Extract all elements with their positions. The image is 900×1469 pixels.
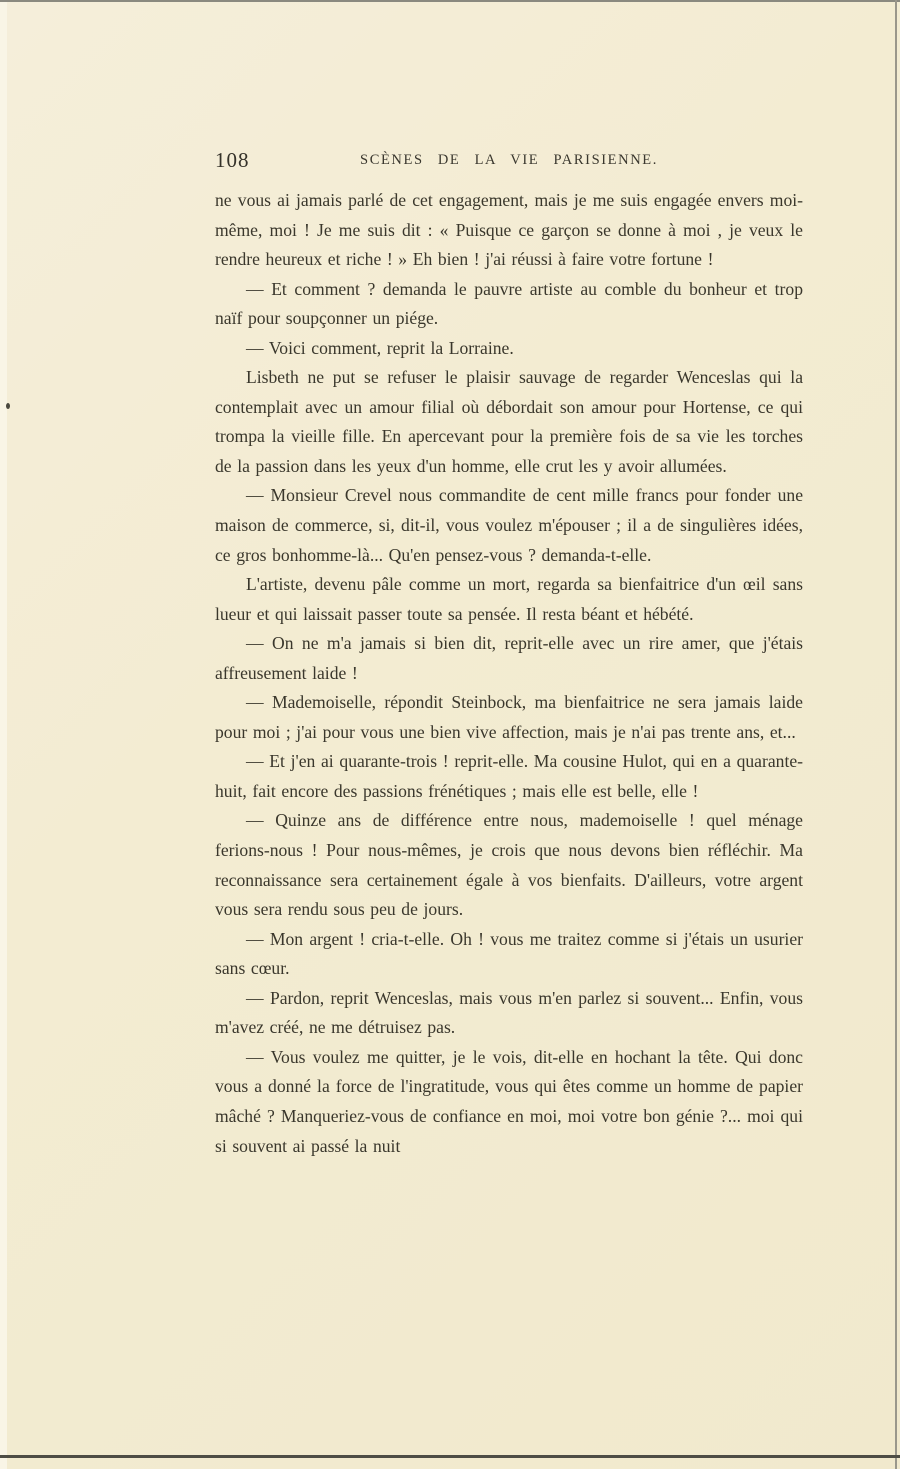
scan-edge-right [895,0,897,1469]
scan-edge-bottom [0,1455,900,1458]
paragraph: — Voici comment, reprit la Lorraine. [246,337,514,358]
paragraph: — Vous voulez me quitter, je le vois, dit-elle en hochant la tête. Qui donc vous a donné la force de l'ingratitude, vous qui êtes comme un homme de papier mâché ? Manqueriez-vous de confiance en moi, moi votre bon génie ?... moi qui si souvent ai passé la nuit [215,1046,803,1156]
scan-edge-left [0,0,7,1469]
paragraph: — Et comment ? demanda le pauvre artiste au comble du bonheur et trop naïf pour soupçonner un piége. [215,278,803,329]
paragraph: L'artiste, devenu pâle comme un mort, regarda sa bienfaitrice d'un œil sans lueur et qui laissait passer toute sa pensée. Il resta béant et hébété. [215,574,803,624]
body-text [215,186,803,1161]
paragraph: — Quinze ans de différence entre nous, mademoiselle ! quel ménage ferions-nous ! Pour nous-mêmes, je crois que nous devons bien réfléchir. Ma reconnaissance sera certainement égale à vos bienfaits. D'ailleurs, votre argent vous sera rendu sous peu de jours. [215,810,803,920]
paragraph: — Mon argent ! cria-t-elle. Oh ! vous me traitez comme si j'étais un usurier sans cœur. [215,928,803,979]
paragraph: — Pardon, reprit Wenceslas, mais vous m'en parlez si souvent... Enfin, vous m'avez créé, ne me détruisez pas. [215,987,803,1038]
page-content [215,146,803,1161]
scan-edge-top [0,0,900,2]
paragraph: — On ne m'a jamais si bien dit, reprit-elle avec un rire amer, que j'étais affreusement laide ! [215,633,803,683]
paragraph: — Monsieur Crevel nous commandite de cent mille francs pour fonder une maison de commerce, si, dit-il, vous voulez m'épouser ; il a de singulières idées, ce gros bonhomme-là... Qu'en pensez-vous ? demanda-t-elle. [215,485,803,565]
paragraph: ne vous ai jamais parlé de cet engagement, mais je me suis engagée envers moi-même, moi ! Je me suis dit : « Puisque ce garçon se donne à moi , je veux le rendre heureux et riche ! » Eh bien ! j'ai réussi à faire votre fortune ! [215,190,803,270]
running-header: SCÈNES DE LA VIE PARISIENNE. [360,152,658,168]
page-number: 108 [215,148,250,172]
paragraph: — Et j'en ai quarante-trois ! reprit-elle. Ma cousine Hulot, qui en a quarante-huit, fait encore des passions frénétiques ; mais elle est belle, elle ! [215,751,803,801]
paragraph: — Mademoiselle, répondit Steinbock, ma bienfaitrice ne sera jamais laide pour moi ; j'ai pour vous une bien vive affection, mais je n'ai pas trente ans, et... [215,692,803,742]
paragraph: Lisbeth ne put se refuser le plaisir sauvage de regarder Wenceslas qui la contemplait avec un amour filial où débordait son amour pour Hortense, ce qui trompa la vieille fille. En apercevant pour la première fois de sa vie les torches de la passion dans les yeux d'un homme, elle crut les y avoir allumées. [215,367,803,476]
scan-speck [6,403,10,409]
page-header [215,146,803,180]
